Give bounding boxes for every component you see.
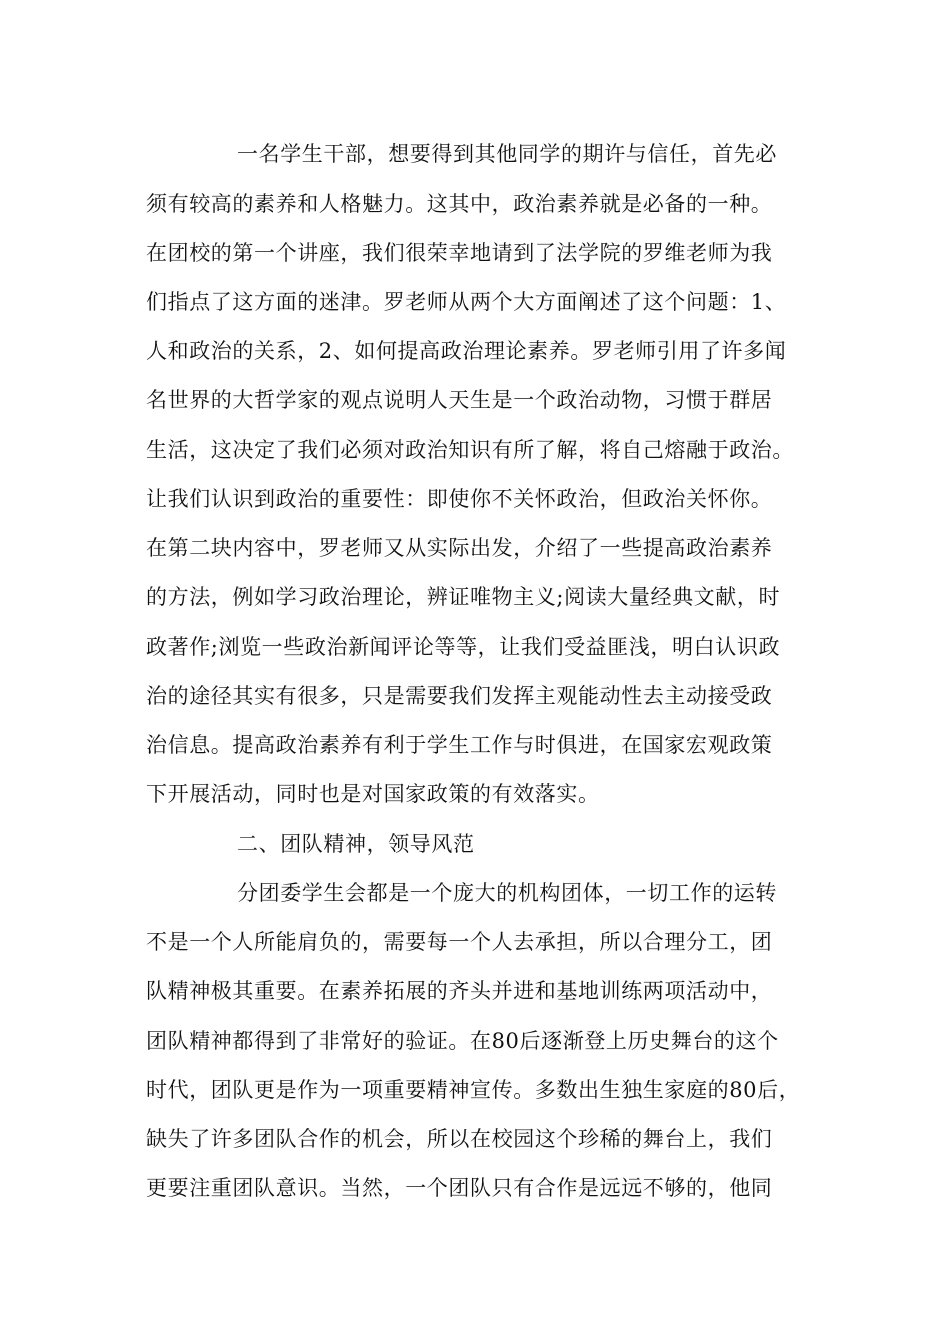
paragraph-1-line-1: 一名学生干部，想要得到其他同学的期许与信任，首先必 xyxy=(237,142,777,166)
paragraph-1-line-2: 须有较高的素养和人格魅力。这其中，政治素养就是必备的一种。 xyxy=(146,192,773,216)
paragraph-2-line-6: 缺失了许多团队合作的机会，所以在校园这个珍稀的舞台上，我们 xyxy=(146,1127,773,1151)
paragraph-1-line-12: 治的途径其实有很多，只是需要我们发挥主观能动性去主动接受政 xyxy=(146,684,773,708)
paragraph-1-line-6: 名世界的大哲学家的观点说明人天生是一个政治动物，习惯于群居 xyxy=(146,388,773,412)
paragraph-1-line-13: 治信息。提高政治素养有利于学生工作与时俱进，在国家宏观政策 xyxy=(146,733,773,757)
paragraph-1-line-4: 们指点了这方面的迷津。罗老师从两个大方面阐述了这个问题：1、 xyxy=(146,290,787,314)
paragraph-2-line-1: 分团委学生会都是一个庞大的机构团体，一切工作的运转 xyxy=(237,881,777,905)
paragraph-1-line-5: 人和政治的关系，2、如何提高政治理论素养。罗老师引用了许多闻 xyxy=(146,339,787,363)
paragraph-2-line-5: 时代，团队更是作为一项重要精神宣传。多数出生独生家庭的80后， xyxy=(146,1078,801,1102)
paragraph-2-line-7: 更要注重团队意识。当然，一个团队只有合作是远远不够的，他同 xyxy=(146,1176,773,1200)
paragraph-1-line-3: 在团校的第一个讲座，我们很荣幸地请到了法学院的罗维老师为我 xyxy=(146,241,773,265)
paragraph-2-line-4: 团队精神都得到了非常好的验证。在80后逐渐登上历史舞台的这个 xyxy=(146,1029,779,1053)
paragraph-1-line-8: 让我们认识到政治的重要性：即使你不关怀政治，但政治关怀你。 xyxy=(146,487,773,511)
section-heading: 二、团队精神，领导风范 xyxy=(237,832,475,856)
paragraph-2-line-2: 不是一个人所能肩负的，需要每一个人去承担，所以合理分工，团 xyxy=(146,930,773,954)
paragraph-1-line-14: 下开展活动，同时也是对国家政策的有效落实。 xyxy=(146,782,600,806)
paragraph-1-line-7: 生活，这决定了我们必须对政治知识有所了解，将自己熔融于政治。 xyxy=(146,438,794,462)
paragraph-2-line-3: 队精神极其重要。在素养拓展的齐头并进和基地训练两项活动中， xyxy=(146,979,773,1003)
paragraph-1-line-11: 政著作;浏览一些政治新闻评论等等，让我们受益匪浅，明白认识政 xyxy=(146,635,781,659)
paragraph-1-line-10: 的方法，例如学习政治理论，辨证唯物主义;阅读大量经典文献，时 xyxy=(146,585,781,609)
paragraph-1-line-9: 在第二块内容中，罗老师又从实际出发，介绍了一些提高政治素养 xyxy=(146,536,773,560)
